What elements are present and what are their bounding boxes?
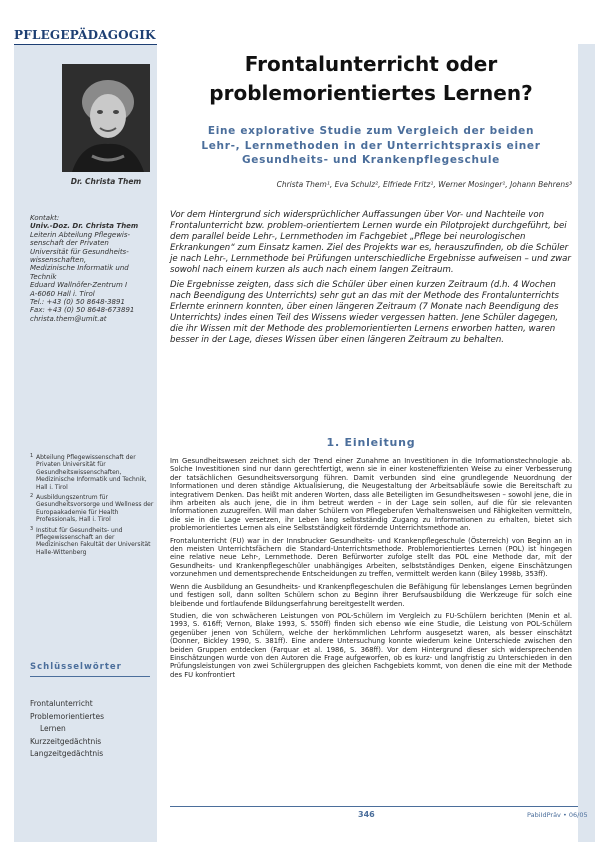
issue-label: PabiIdPräv • 06/05	[527, 811, 588, 819]
contact-fax: Fax: +43 (0) 50 8648-673891	[30, 306, 135, 315]
footnote: 1 Abteilung Pflegewissenschaft der Privaten Universität für Gesundheitswissenschaften, Medizinische Informatik und Technik, Hall i. Tirol	[30, 453, 147, 491]
contact-line: Leiterin Abteilung Pflegewis-	[30, 230, 131, 239]
portrait-image	[62, 64, 150, 172]
page-number: 346	[358, 810, 375, 819]
contact-line: Universität für Gesundheits-	[30, 247, 129, 256]
keyword: Frontalunterricht	[30, 699, 93, 708]
keyword: Problemorientiertes	[30, 711, 104, 721]
affiliation-footnotes	[30, 454, 155, 559]
body-paragraph: Wenn die Ausbildung an Gesundheits- und Krankenpflegeschulen die Befähigung für lebenslanges Lernen begründen und festigen soll, dann sollten Schülern schon zu Beginn ihrer Berufsausbildung die Werkzeuge für solch eine bleibende und fortlaufende Bildungserfahrung bereitgestellt werden.	[170, 582, 572, 608]
article-subtitle: Eine explorative Studie zum Vergleich der beiden Lehr-, Lernmethoden in der Unterrichtspraxis einer Gesundheits- und Krankenpflegeschule	[201, 125, 541, 166]
journal-name: PFLEGEPÄDAGOGIK	[14, 28, 156, 42]
section-heading: 1. Einleitung	[326, 436, 416, 449]
page-edge-band	[578, 44, 595, 842]
portrait-caption: Dr. Christa Them	[70, 177, 142, 186]
keywords-heading: Schlüsselwörter	[30, 662, 122, 672]
contact-line: Technik	[30, 272, 57, 281]
contact-block	[30, 214, 155, 323]
footnote: 2 Ausbildungszentrum für Gesundheitsvorsorge und Wellness der Europaakademie für Health Professionals, Hall i. Tirol	[30, 493, 154, 524]
abstract-paragraph: Die Ergebnisse zeigten, dass sich die Schüler über einen kurzen Zeitraum (d.h. 4 Wochen nach Beendigung des Unterrichts) sehr gut an das mit der Methode des Frontalunterrichts Erlernte erinnern konnten, über einen längeren Zeitraum (7 Monate nach Beendigung des Unterrichts) indes einen Teil des Wissens wieder vergessen hatten. Jene Schüler dagegen, die ihr Wissen mit der Methode des problemorientierten Lernens erworben hatten, waren besser in der Lage, dieses Wissen über einen längeren Zeitraum zu behalten.	[170, 280, 559, 345]
contact-email[interactable]: christa.them@umit.at	[30, 314, 107, 323]
contact-line: wissenschaften,	[30, 256, 87, 265]
author-list: Christa Them¹, Eva Schulz², Elfriede Fritz¹, Werner Mosinger¹, Johann Behrens³	[276, 180, 572, 189]
contact-line: senschaft der Privaten	[30, 239, 109, 248]
contact-line: Univ.-Doz. Dr. Christa Them	[30, 222, 139, 231]
keyword: Langzeitgedächtnis	[30, 749, 104, 758]
footnote: 3 Institut für Gesundheits- und Pflegewissenschaft an der Medizinischen Fakultät der Universität Halle-Wittenberg	[30, 525, 151, 556]
abstract	[170, 210, 572, 351]
body-paragraph: Studien, die von schwächeren Leistungen von POL-Schülern im Vergleich zu FU-Schülern berichten (Menin et al. 1993, S. 616ff; Vernon, Blake 1993, S. 550ff) finden sich ebenso wie eine Studie, die Leistung von POL-Schülern gegenüber jenen von Schülern, welche der herkömmlichen Lehrform ausgesetzt waren, als besser einschätzt (Donner, Bickley 1990, S. 381ff). Eine andere Untersuchung konnte wiederum keine Unterschiede zwischen den beiden Gruppen entdecken (Farquar et al. 1986, S. 368ff). Vor dem Hintergrund dieser sich widersprechenden Einschätzungen wurde von den Autoren die Frage aufgeworfen, ob es kurz- und langfristig zu Unterschieden in den Prüfungsleistungen von zwei Schülergruppen des gleichen Fachgebiets kommt, von denen die eine mit der Methode des FU konfrontiert	[170, 611, 572, 679]
contact-line: A-6060 Hall i. Tirol	[30, 289, 95, 298]
author-portrait	[62, 64, 150, 172]
body-text	[170, 457, 572, 683]
footer-rule	[170, 806, 578, 807]
article-title: Frontalunterricht oder problemorientiertes Lernen?	[209, 52, 533, 105]
keywords-list	[30, 698, 155, 761]
header-rule	[14, 44, 157, 45]
keywords-rule	[30, 676, 150, 677]
keyword: Lernen	[40, 724, 66, 733]
abstract-paragraph: Vor dem Hintergrund sich widersprüchlicher Auffassungen über Vor- und Nachteile von Frontalunterricht bzw. problem-orientiertem Lernen wurde ein Pilotprojekt durchgeführt, bei dem parallel beide Lehr-, Lernmethoden im Fachgebiet „Pflege bei neurologischen Erkrankungen“ zum Einsatz kamen. Ziel des Projekts war es, herauszufinden, ob die Schüler je nach Lehr-, Lernmethode bei Prüfungen unterschiedliche Ergebnisse aufweisen – und zwar sowohl nach einem kurzen als auch nach einem langen Zeitraum.	[170, 210, 571, 275]
contact-line: Eduard Wallnöfer-Zentrum I	[30, 281, 128, 290]
contact-line: Kontakt:	[30, 214, 60, 222]
contact-phone: Tel.: +43 (0) 50 8648-3891	[30, 298, 125, 307]
body-paragraph: Im Gesundheitswesen zeichnet sich der Trend einer Zunahme an Investitionen in die Informationstechnologie ab. Solche Investitionen sind nur dann gerechtfertigt, wenn sie in einer kosteneffizienten Weise zu einer Verbesserung der tatsächlichen Gesundheitsversorgung führen. Damit verbunden sind eine grundlegende Neuordnung der Informationen und deren ständige Aktualisierung, die Neugestaltung der Arbeitsabläufe sowie die Bereitschaft zu integrativem Denken. Das heißt mit anderen Worten, dass alle Beteiligten im Gesundheitswesen – sowohl jene, die in ihm arbeiten als auch jene, die in ihm betreut werden – in der Lage sein sollen, auf die für sie relevanten Informationen zuzugreifen. Will man daher Schülern von Pflegeberufen Verhaltensweisen und Fähigkeiten vermitteln, die sie in die Lage versetzen, ihr Leben lang selbstständig Zugang zu Informationen zu erhalten, bietet sich problemorientiertes Lernen als eine Selbstständigkeit fördernde Unterrichtsmethode an.	[170, 457, 572, 533]
keyword: Kurzzeitgedächtnis	[30, 736, 102, 746]
contact-line: Medizinische Informatik und	[30, 264, 129, 273]
body-paragraph: Frontalunterricht (FU) war in der Innsbrucker Gesundheits- und Krankenpflegeschule (Österreich) von Beginn an in den meisten Unterrichtsfächern die Standard-Unterrichtsmethode. Problemorientiertes Lernen (POL) ist hingegen eine relative neue Lehr-, Lernmethode. Deren Befürworter zufolge stellt das POL eine Methode dar, mit der Gesundheits- und Krankenpflegeschüler unabhängiges Arbeiten, selbstständiges Denken, eigene Einschätzungen vorzunehmen und dementsprechende Entscheidungen zu treffen, vermittelt werden kann (Biley 1998b, 353ff).	[170, 536, 572, 579]
